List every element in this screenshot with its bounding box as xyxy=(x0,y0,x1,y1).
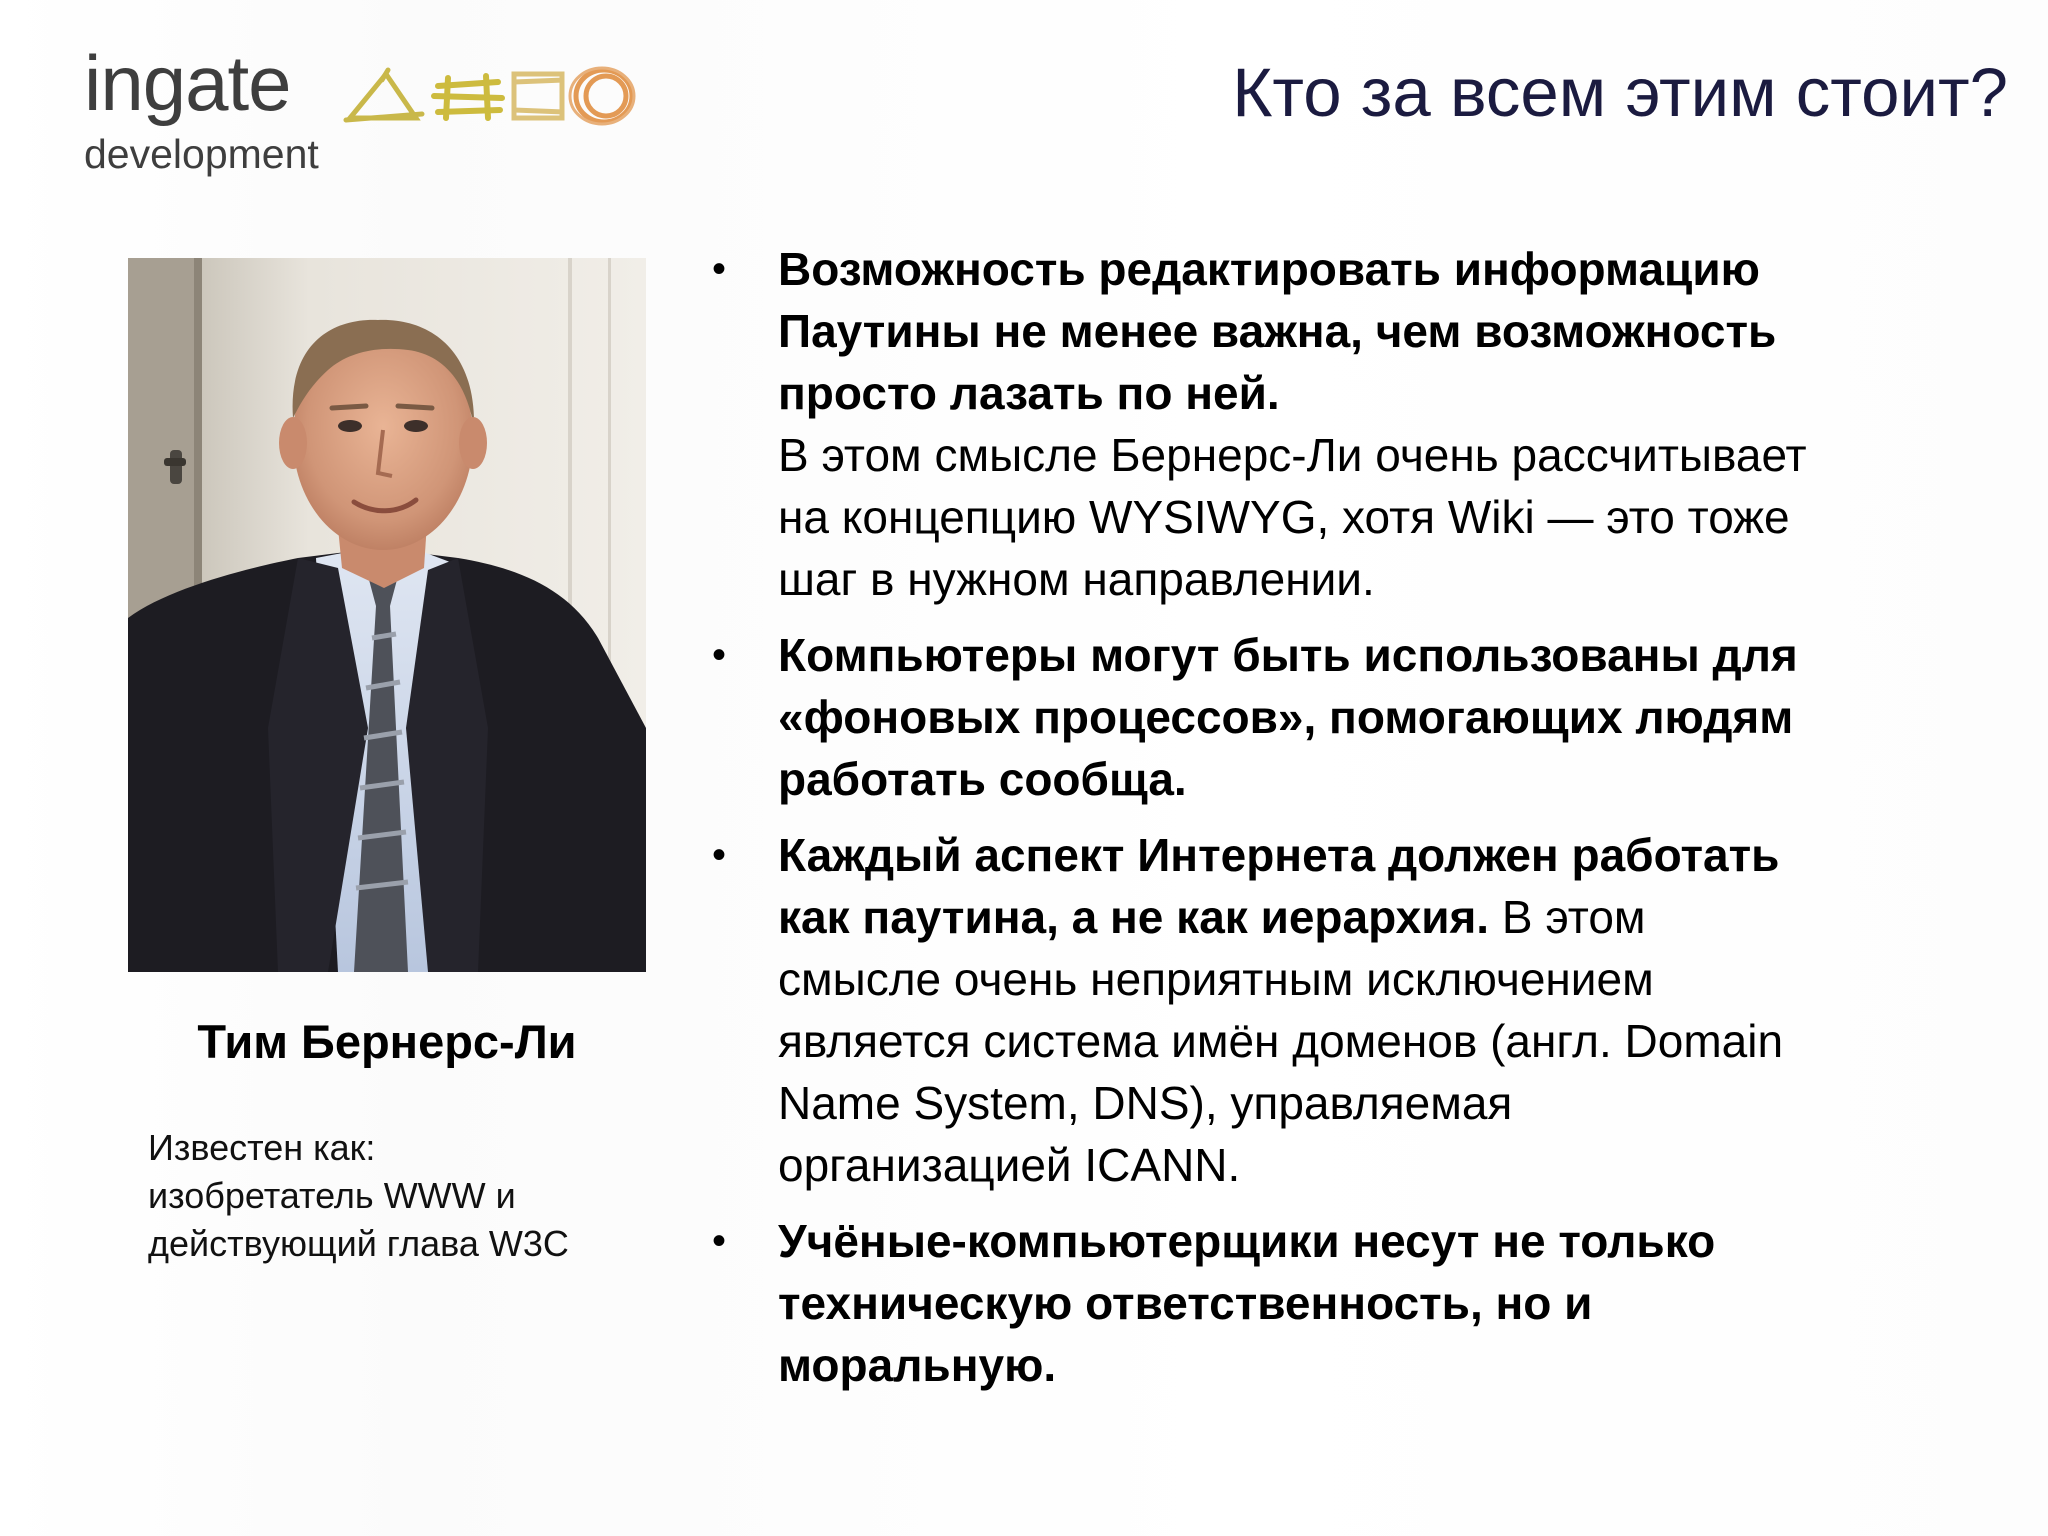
bullet-text-line: является система имён доменов (англ. Domain xyxy=(778,1015,1784,1067)
known-as-line: Известен как: xyxy=(148,1127,376,1168)
bullet-bold-line: работать сообща. xyxy=(778,753,1187,805)
bullet-mixed-line xyxy=(778,886,2000,948)
person-name: Тим Бернерс-Ли xyxy=(197,1015,577,1068)
company-logo xyxy=(84,39,604,184)
bullet-bold-line: Компьютеры могут быть использованы для xyxy=(778,629,1798,681)
bullet-text-line: организацией ICANN. xyxy=(778,1139,1241,1191)
logo-subtitle: development xyxy=(84,131,319,177)
bullet-bold-line: Учёные-компьютерщики несут не только xyxy=(778,1215,1716,1267)
slide-title: Кто за всем этим стоит? xyxy=(1232,54,2008,131)
bullet-text-line: на концепцию WYSIWYG, хотя Wiki — это тоже xyxy=(778,491,1790,543)
bullet-text-fragment: В этом xyxy=(1489,891,1646,943)
bullet-text-line: смысле очень неприятным исключением xyxy=(778,953,1654,1005)
portrait-illustration xyxy=(128,258,646,972)
bullet-text-line: Name System, DNS), управляемая xyxy=(778,1077,1513,1129)
bullet-bold-line: Паутины не менее важна, чем возможность xyxy=(778,305,1777,357)
bullet-bold-line: «фоновых процессов», помогающих людям xyxy=(778,691,1794,743)
bullet-bold-line: Каждый аспект Интернета должен работать xyxy=(778,829,1780,881)
bullet-bold-line: просто лазать по ней. xyxy=(778,367,1280,419)
logo-wordmark: ingate xyxy=(84,39,291,127)
bullet-item xyxy=(700,624,2000,810)
bullet-item xyxy=(700,238,2000,610)
bullet-text-line: шаг в нужном направлении. xyxy=(778,553,1375,605)
known-as-text xyxy=(148,1124,648,1268)
logo-shapes-icon xyxy=(342,52,662,132)
bullet-item xyxy=(700,824,2000,1196)
bullet-dot-icon: • xyxy=(712,1219,727,1263)
bullet-dot-icon: • xyxy=(712,247,727,291)
known-as-line: изобретатель WWW и xyxy=(148,1175,516,1216)
bullet-text-line: В этом смысле Бернерс-Ли очень рассчитывает xyxy=(778,429,1807,481)
bullet-bold-line: моральную. xyxy=(778,1339,1057,1391)
bullet-bold-line: Возможность редактировать информацию xyxy=(778,243,1760,295)
bullet-dot-icon: • xyxy=(712,833,727,877)
portrait-photo xyxy=(128,258,646,972)
bullet-item xyxy=(700,1210,2000,1396)
bullet-bold-fragment: как паутина, а не как иерархия. xyxy=(778,891,1490,943)
bullet-dot-icon: • xyxy=(712,633,727,677)
bullet-bold-line: техническую ответственность, но и xyxy=(778,1277,1593,1329)
known-as-line: действующий глава W3C xyxy=(148,1223,569,1264)
bullet-list xyxy=(700,238,2000,1410)
